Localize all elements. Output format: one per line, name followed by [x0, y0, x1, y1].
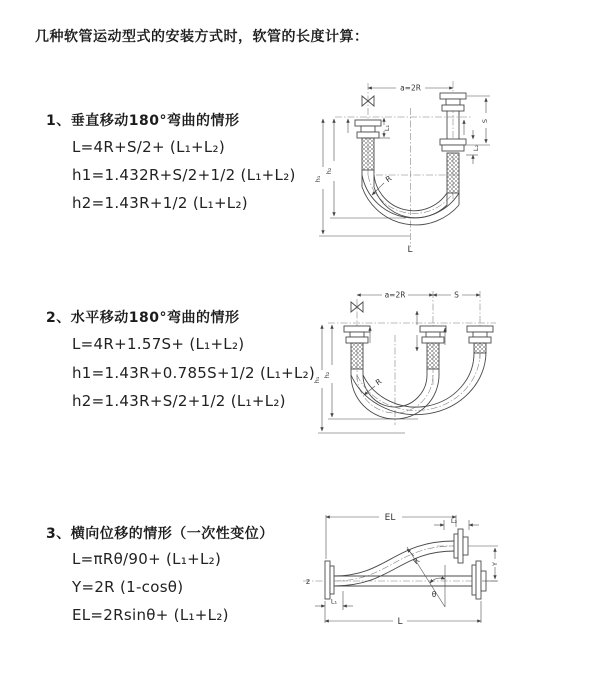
- radius-label: R: [411, 555, 422, 567]
- dim-label-l2: L₂: [472, 144, 480, 152]
- lower-right-flange: [472, 561, 486, 599]
- section2-formula-l: L=4R+1.57S+ (L₁+L₂): [72, 335, 245, 353]
- dim-label-l1: L₁: [383, 124, 391, 132]
- section3-formula-y: Y=2R (1-cosθ): [72, 578, 184, 596]
- dim-label-a2r: a=2R: [384, 290, 406, 300]
- right-braid-section: [447, 153, 459, 193]
- section3-formula-el: EL=2Rsinθ+ (L₁+L₂): [72, 606, 229, 624]
- section1-formula-h2: h2=1.43R+1/2 (L₁+L₂): [72, 194, 248, 212]
- dim-label-a2r: a=2R: [400, 83, 421, 93]
- dimension-length: [325, 601, 481, 627]
- hose-u-bend-displaced: [351, 353, 486, 415]
- radius-label: R: [383, 173, 394, 185]
- page-title: 几种软管运动型式的安装方式时，软管的长度计算：: [35, 29, 369, 45]
- dim-label-l2: L₂: [450, 517, 458, 525]
- dim-label-y: Y: [491, 562, 499, 566]
- dim-label-l1: L₁: [330, 597, 338, 606]
- dimension-width: [357, 291, 433, 300]
- left-flange: [325, 561, 334, 599]
- dim-label-el: EL: [384, 513, 396, 523]
- left-flange-fitting: [355, 120, 381, 138]
- right-flange-fitting-bottom: [440, 139, 466, 151]
- dim-label-h2: h₂: [323, 371, 331, 379]
- right-flange-fitting: [467, 326, 493, 343]
- section2-formula-h1: h1=1.43R+0.785S+1/2 (L₁+L₂): [72, 364, 316, 382]
- section1-heading: 1、垂直移动180°弯曲的情形: [46, 113, 240, 129]
- upper-right-flange: [454, 529, 468, 563]
- dim-label-h1: h₁: [314, 175, 322, 183]
- angle-label: θ: [431, 590, 437, 599]
- diagram-vertical-180-bend: [310, 75, 590, 260]
- dim-label-length: L: [397, 617, 403, 627]
- dimension-width: [368, 84, 453, 93]
- right-flange-fitting-top: [440, 93, 466, 111]
- radius-callout: [364, 377, 383, 395]
- dim-label-s: S: [481, 118, 489, 124]
- axis-mark: z: [306, 577, 310, 586]
- right-braid-section: [474, 343, 486, 353]
- radius-callout: [372, 174, 393, 195]
- section2-formula-h2: h2=1.43R+S/2+1/2 (L₁+L₂): [72, 392, 286, 410]
- dimension-l2: [434, 517, 479, 530]
- dim-label-h2: h₂: [325, 167, 333, 175]
- diagram-lateral-displacement: [295, 503, 600, 648]
- left-braid-section: [362, 138, 374, 170]
- section3-heading: 3、横向位移的情形（一次性变位）: [46, 526, 274, 542]
- diagram-horizontal-180-bend: [310, 285, 590, 455]
- dimension-s: [467, 96, 490, 145]
- left-flange-fitting: [344, 326, 370, 343]
- dimension-s: [433, 291, 480, 300]
- dim-label-h1: h₁: [313, 376, 321, 384]
- section1-formula-h1: h1=1.432R+S/2+1/2 (L₁+L₂): [72, 166, 296, 184]
- section1-formula-l: L=4R+S/2+ (L₁+L₂): [72, 138, 226, 156]
- dimension-h2: [323, 325, 418, 419]
- section2-heading: 2、水平移动180°弯曲的情形: [46, 310, 240, 326]
- middle-flange-fitting: [420, 326, 446, 343]
- hose-displaced-position: [334, 541, 454, 586]
- length-label: L: [407, 245, 413, 255]
- section3-formula-l: L=πRθ/90+ (L₁+L₂): [72, 550, 222, 568]
- angle-theta: [407, 547, 445, 607]
- dim-label-s: S: [454, 290, 459, 300]
- dimension-l2: [466, 130, 480, 164]
- middle-braid-section: [427, 343, 439, 369]
- left-braid-section: [351, 343, 363, 369]
- radius-label: R: [373, 376, 384, 388]
